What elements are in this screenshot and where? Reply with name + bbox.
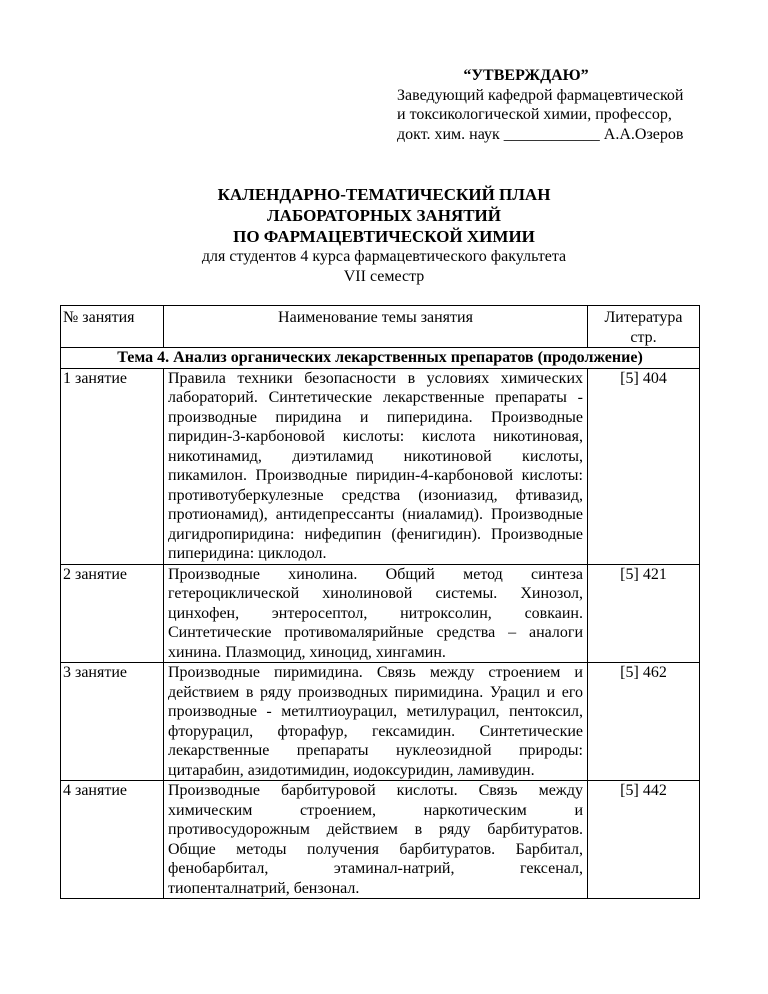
session-number: 3 занятие	[61, 663, 164, 781]
schedule-table	[60, 305, 700, 899]
topic-row	[61, 348, 700, 369]
header-topic-name: Наименование темы занятия	[164, 306, 588, 348]
session-literature: [5] 404	[588, 368, 700, 564]
document-title-line: ЛАБОРАТОРНЫХ ЗАНЯТИЙ	[267, 206, 501, 225]
session-number: 2 занятие	[61, 564, 164, 663]
approval-heading: “УТВЕРЖДАЮ”	[463, 67, 589, 84]
session-content: Правила техники безопасности в условиях химических лабораторий. Синтетические лекарственные препараты - производные пиридина и пиперидина. Производные пиридин-3-карбоновой кислоты: кислота никотиновая, никотинамид, диэтиламид никотиновой кислоты, пикамилон. Производные пиридин-4-карбоновой кислоты: противотуберкулезные средства (изониазид, фтивазид, протионамид), антидепрессанты (ниаламид). Производные дигидропиридина: нифедипин (фенигидин). Производные пиперидина: циклодол.	[164, 368, 588, 564]
session-content: Производные барбитуровой кислоты. Связь между химическим строением, наркотическим и противосудорожным действием в ряду барбитуратов. Общие методы получения барбитуратов. Барбитал, фенобарбитал, этаминал-натрий, гексенал, тиопенталнатрий, бензонал.	[164, 781, 588, 899]
document-title-line: КАЛЕНДАРНО-ТЕМАТИЧЕСКИЙ ПЛАН	[217, 185, 551, 204]
session-number: 4 занятие	[61, 781, 164, 899]
table-row	[61, 368, 700, 564]
session-content: Производные пиримидина. Связь между строением и действием в ряду производных пиримидина. Урацил и его производные - метилтиоурацил, метилурацил, пентоксил, фторурацил, фторафур, гексамидин. Синтетические лекарственные препараты нуклеозидной природы: цитарабин, азидотимидин, иодоксуридин, ламивудин.	[164, 663, 588, 781]
session-literature: [5] 462	[588, 663, 700, 781]
header-literature: Литература стр.	[588, 306, 700, 348]
document-semester: VII семестр	[343, 267, 425, 285]
approval-line: Заведующий кафедрой фармацевтической	[397, 86, 684, 104]
session-literature: [5] 421	[588, 564, 700, 663]
session-content: Производные хинолина. Общий метод синтеза гетероциклической хинолиновой системы. Хинозол, цинхофен, энтеросептол, нитроксолин, совкаин. Синтетические противомалярийные средства – аналоги хинина. Плазмоцид, хиноцид, хингамин.	[164, 564, 588, 663]
session-literature: [5] 442	[588, 781, 700, 899]
table-header-row	[61, 306, 700, 348]
document-subtitle: для студентов 4 курса фармацевтического факультета	[201, 248, 567, 265]
approval-line: докт. хим. наук ____________ А.А.Озеров	[397, 125, 684, 143]
document-title-line: ПО ФАРМАЦЕВТИЧЕСКОЙ ХИМИИ	[233, 227, 535, 246]
table-row	[61, 663, 700, 781]
table-row	[61, 564, 700, 663]
document-title-block	[0, 184, 768, 286]
approval-block	[397, 66, 737, 144]
approval-line: и токсикологической химии, профессор,	[397, 106, 672, 123]
topic-title: Тема 4. Анализ органических лекарственных препаратов (продолжение)	[61, 348, 700, 369]
session-number: 1 занятие	[61, 368, 164, 564]
table-row	[61, 781, 700, 899]
header-session: № занятия	[61, 306, 164, 348]
